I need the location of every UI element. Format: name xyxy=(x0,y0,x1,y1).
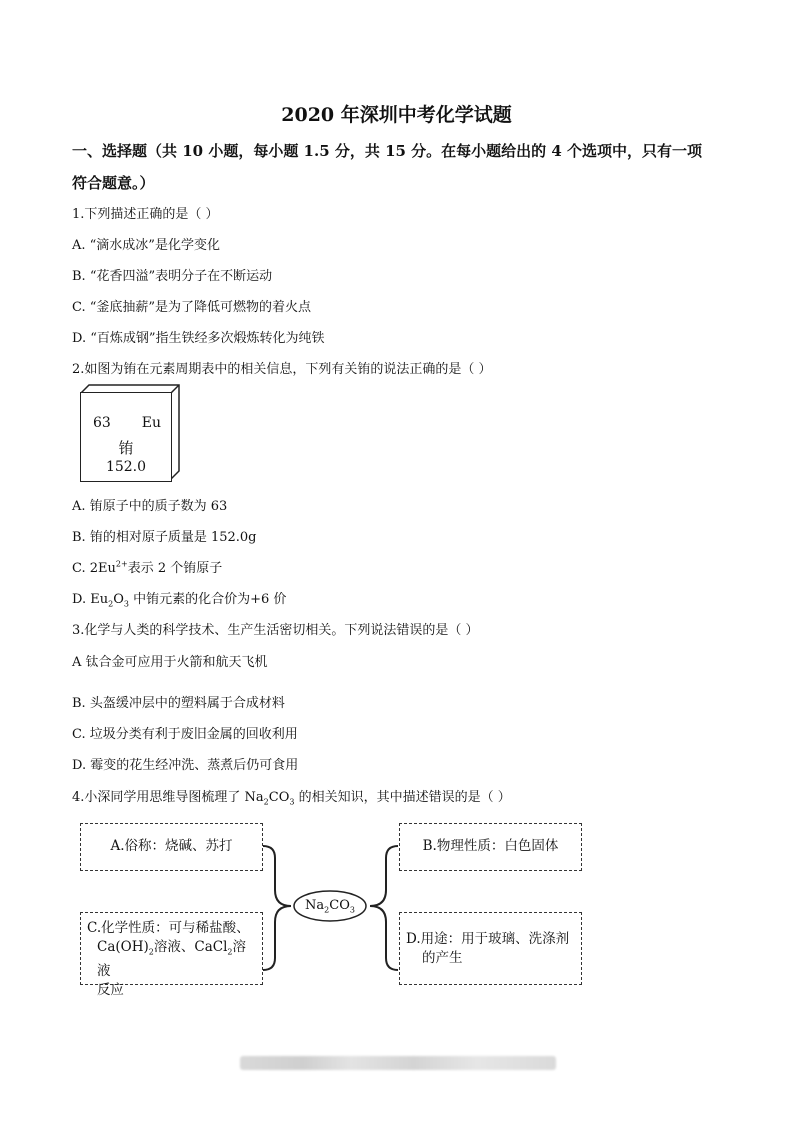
element-name: 铕 xyxy=(118,439,134,457)
q4-stem: 4.小深同学用思维导图梳理了 $Na_2CO_3$ 的相关知识，其中描述错误的是（ ） xyxy=(72,790,511,807)
q1-option-b: B. “花香四溢”表明分子在不断运动 xyxy=(72,269,273,284)
q1-option-c: C. “釜底抽薪”是为了降低可燃物的着火点 xyxy=(72,300,312,315)
element-atomic-mass: 152.0 xyxy=(105,459,147,475)
element-card-europium xyxy=(80,392,172,482)
q3-stem: 3.化学与人类的科学技术、生产生活密切相关。下列说法错误的是（ ） xyxy=(72,623,479,638)
page-title: 2020 年深圳中考化学试题 xyxy=(281,104,512,126)
q1-stem: 1.下列描述正确的是（ ） xyxy=(72,207,219,222)
q2-option-b: B. 铕的相对原子质量是 152.0g xyxy=(72,530,257,545)
mind-map-box-a: A.俗称：烧碱、苏打 xyxy=(80,823,263,871)
q1-option-a: A. “滴水成冰”是化学变化 xyxy=(72,238,220,253)
mind-map-box-c: C.化学性质：可与稀盐酸、 $Ca(OH)_2$溶液、CaCl$_2$溶液 反应 xyxy=(80,912,263,985)
mind-map-box-b: B.物理性质：白色固体 xyxy=(399,823,582,871)
mind-map-box-d: D.用途：用于玻璃、洗涤剂 的产生 xyxy=(399,912,582,985)
blurred-footer-watermark xyxy=(240,1056,556,1070)
q2-option-a: A. 铕原子中的质子数为 63 xyxy=(72,499,228,514)
q1-option-d: D. “百炼成钢”指生铁经多次煅炼转化为纯铁 xyxy=(72,331,325,346)
q2-option-c: C. $2Eu^{2+}$表示 2 个铕原子 xyxy=(72,559,223,576)
q3-option-b: B. 头盔缓冲层中的塑料属于合成材料 xyxy=(72,696,285,711)
q2-stem: 2.如图为铕在元素周期表中的相关信息，下列有关铕的说法正确的是（ ） xyxy=(72,362,492,377)
q2-option-d: D. $Eu_2O_3$ 中铕元素的化合价为+6 价 xyxy=(72,592,287,609)
section-heading-line-2: 符合题意。） xyxy=(72,174,155,192)
mind-map-center-node xyxy=(292,889,368,923)
q3-option-d: D. 霉变的花生经冲洗、蒸煮后仍可食用 xyxy=(72,758,299,773)
q3-option-c: C. 垃圾分类有利于废旧金属的回收利用 xyxy=(72,727,298,742)
mind-map-center-label: $Na_2CO_3$ xyxy=(305,898,355,915)
element-symbol: Eu xyxy=(141,415,161,431)
section-heading-line-1: 一、选择题（共 10 小题，每小题 1.5 分，共 15 分。在每小题给出的 4 个选项中，只有一项 xyxy=(72,142,703,160)
element-atomic-number: 63 xyxy=(93,415,111,431)
q3-option-a: A 钛合金可应用于火箭和航天飞机 xyxy=(72,655,268,670)
